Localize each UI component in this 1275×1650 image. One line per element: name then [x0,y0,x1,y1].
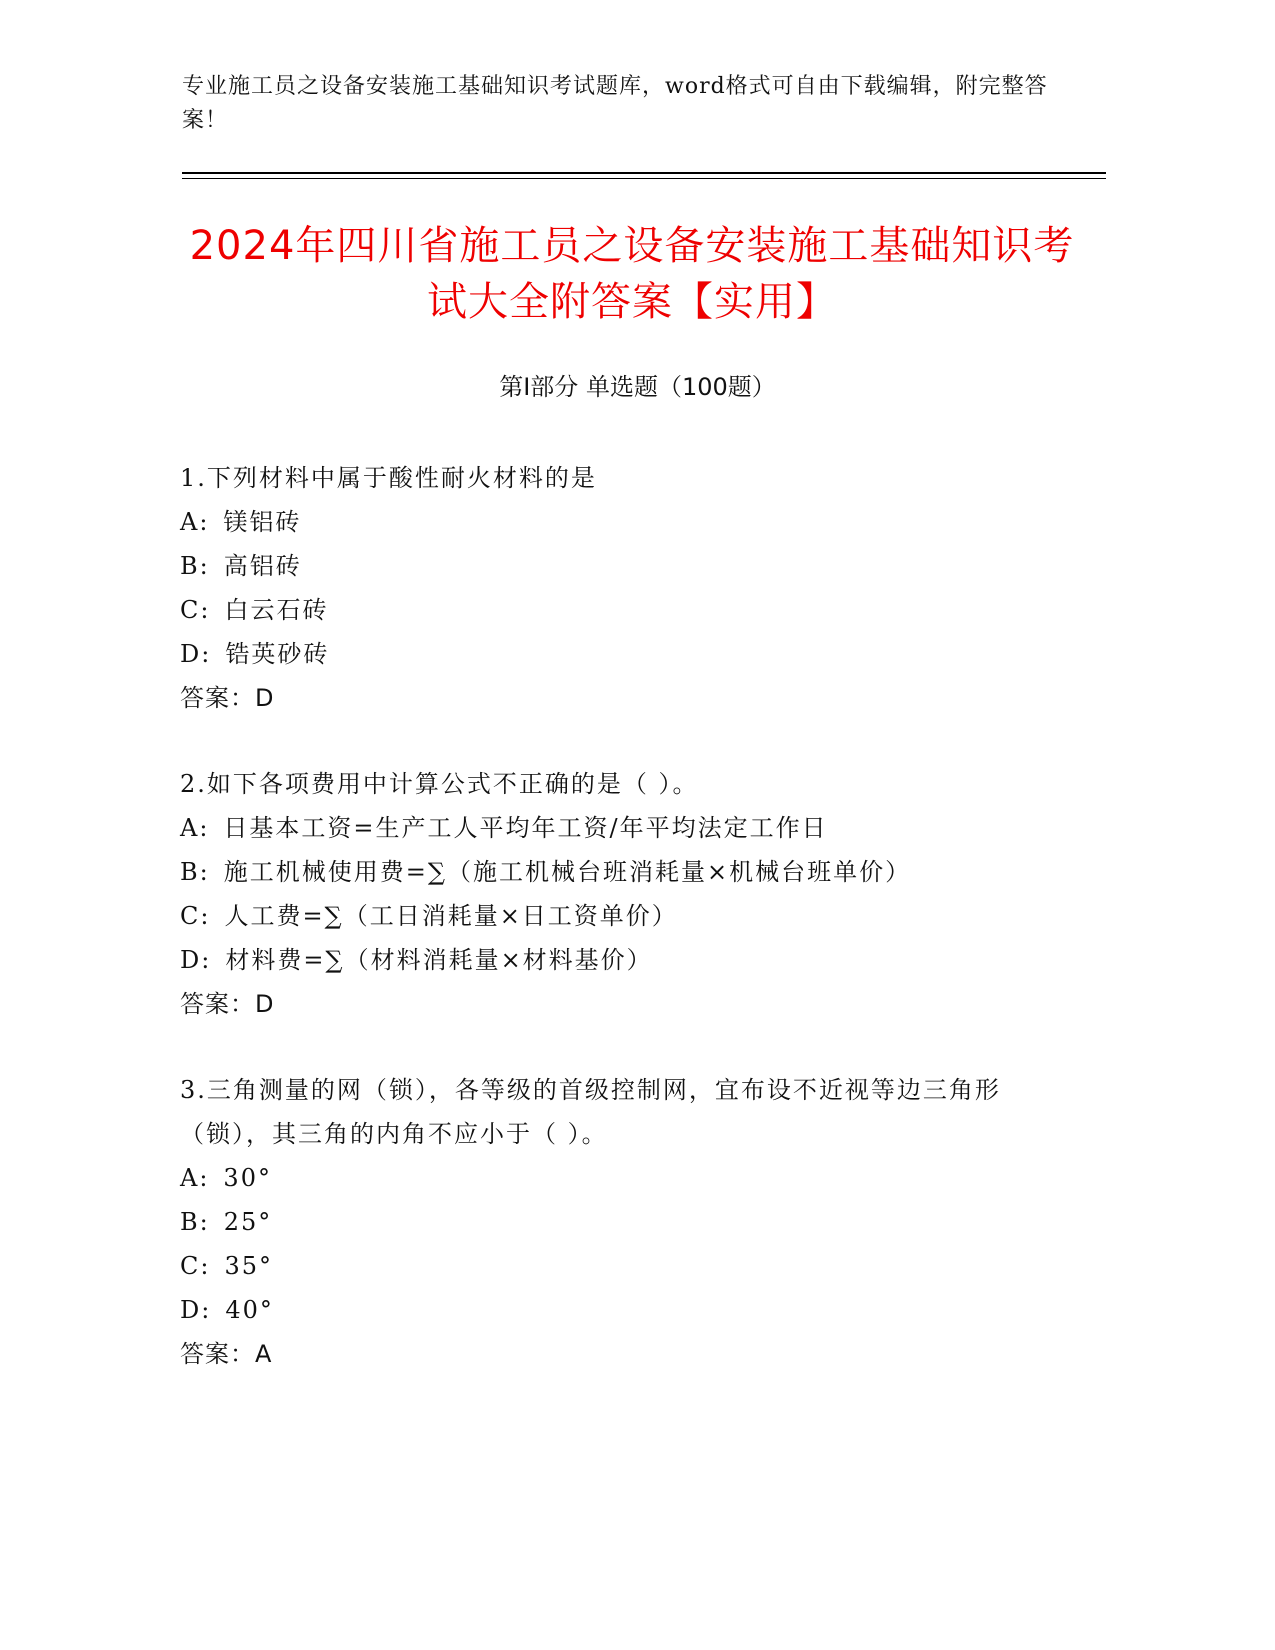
option-letter: C: [180,902,211,930]
document-title: 2024年四川省施工员之设备安装施工基础知识考试大全附答案【实用】 [189,223,1075,325]
question-1 [180,456,1060,720]
option-text: 30° [223,1164,272,1192]
option-letter: B: [180,1208,210,1236]
option-c [180,1244,1060,1288]
option-b [180,850,1060,894]
option-letter: C: [180,596,211,624]
answer-line: 答案：D [180,990,275,1018]
option-a [180,500,1060,544]
header-note: 专业施工员之设备安装施工基础知识考试题库，word格式可自由下载编辑，附完整答案！ [182,74,1048,133]
question-stem: 2.如下各项费用中计算公式不正确的是（ ）。 [180,770,699,798]
header-divider-thin [182,178,1106,179]
option-text: 镁铝砖 [223,508,302,536]
option-a [180,1156,1060,1200]
answer-line: 答案：A [180,1340,273,1368]
option-letter: C: [180,1252,211,1280]
answer-line: 答案：D [180,684,275,712]
option-letter: B: [180,858,210,886]
option-text: 材料费=∑（材料消耗量×材料基价） [225,946,653,974]
question-list [180,456,1060,1418]
option-letter: A: [180,814,210,842]
option-c [180,894,1060,938]
option-text: 40° [225,1296,274,1324]
option-text: 25° [223,1208,273,1236]
option-b [180,1200,1060,1244]
option-letter: D: [180,1296,212,1324]
option-letter: D: [180,640,212,668]
option-a [180,806,1060,850]
header-divider-thick [182,172,1106,174]
option-text: 35° [224,1252,273,1280]
question-3 [180,1068,1060,1376]
option-d [180,938,1060,982]
option-text: 锆英砂砖 [225,640,330,668]
option-letter: A: [180,508,210,536]
option-b [180,544,1060,588]
option-text: 白云石砖 [224,596,329,624]
option-letter: B: [180,552,210,580]
question-stem: 3.三角测量的网（锁），各等级的首级控制网，宜布设不近视等边三角形（锁），其三角的内角不应小于（ ）。 [180,1076,1001,1148]
option-d [180,1288,1060,1332]
option-c [180,588,1060,632]
option-letter: D: [180,946,212,974]
option-text: 日基本工资=生产工人平均年工资/年平均法定工作日 [223,814,828,842]
question-stem: 1.下列材料中属于酸性耐火材料的是 [180,464,597,492]
question-2 [180,762,1060,1026]
option-letter: A: [180,1164,210,1192]
option-text: 施工机械使用费=∑（施工机械台班消耗量×机械台班单价） [223,858,912,886]
section-heading: 第Ⅰ部分 单选题（100题） [499,373,776,401]
option-text: 人工费=∑（工日消耗量×日工资单价） [224,902,678,930]
option-text: 高铝砖 [223,552,302,580]
option-d [180,632,1060,676]
